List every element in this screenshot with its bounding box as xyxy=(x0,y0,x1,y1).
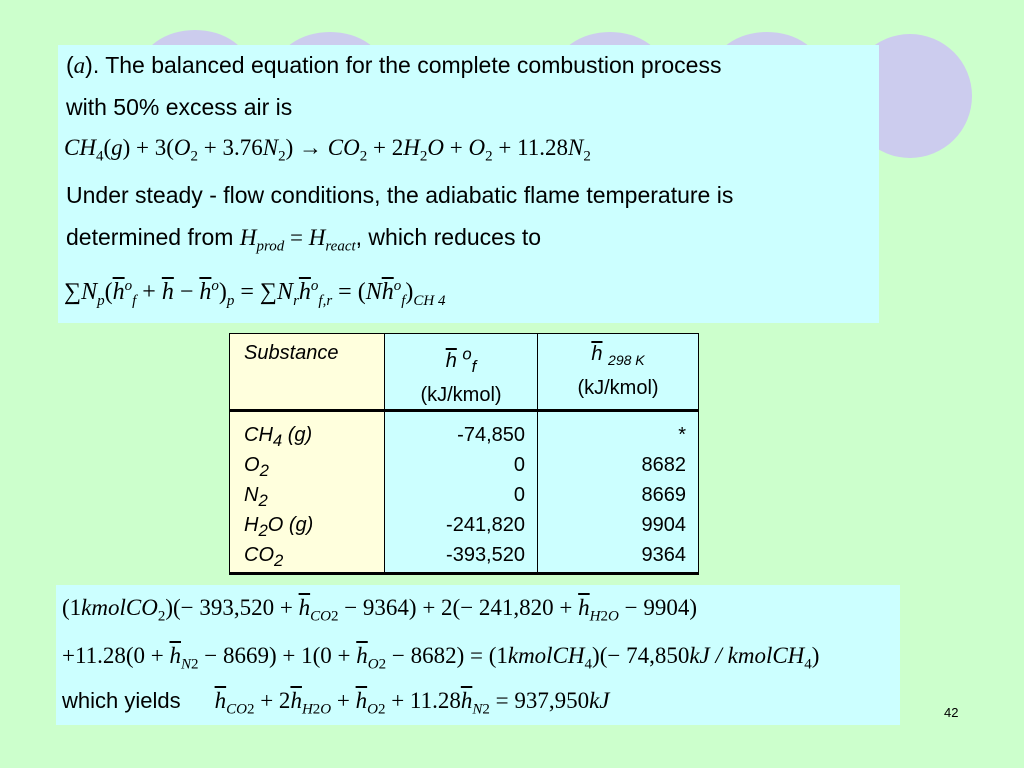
part-label: a xyxy=(73,53,86,78)
h298-column xyxy=(538,410,699,573)
table-cell: * xyxy=(678,423,686,446)
intro-line-1: (a). The balanced equation for the complete combustion process xyxy=(66,52,722,78)
table-cell: 8682 xyxy=(641,453,686,476)
slide-number: 42 xyxy=(944,705,959,720)
table-cell: 9364 xyxy=(641,543,686,566)
table-cell: 0 xyxy=(513,453,525,476)
enthalpy-table xyxy=(229,333,699,575)
table-row: $N_2$ xyxy=(244,483,268,510)
table-cell: 8669 xyxy=(641,483,686,506)
table-cell: 0 xyxy=(513,483,525,506)
energy-balance-equation: $\sum N_p(\overline{h}^o_f + \overline{h} - \overline{h}^o)_p = \sum N_r\overline{h}^o_{f,r} = (N\overline{h}^o_f)_{CH 4}$ xyxy=(64,278,446,309)
table-cell: -241,820 xyxy=(446,513,525,536)
table-row: $CO_2$ xyxy=(244,543,284,570)
determined-line: determined from $H_{prod} = H_{react}$, which reduces to xyxy=(66,224,542,255)
table-row: $H_2O$ (g) xyxy=(244,513,314,540)
substitution-panel xyxy=(56,585,900,725)
combustion-text-panel xyxy=(58,45,879,323)
table-cell: 9904 xyxy=(641,513,686,536)
table-cell: -74,850 xyxy=(457,423,525,446)
hf-column xyxy=(385,410,538,573)
table-row: $O_2$ xyxy=(244,453,269,480)
header-h298: $\overline{h}$ $_{298 K}$ (kJ/kmol) xyxy=(538,334,699,411)
intro-line-2: with 50% excess air is xyxy=(66,94,293,120)
enthalpy-balance-inline: $H_{prod} = H_{react}$ xyxy=(239,225,356,255)
result-line: which yields $\overline{h}_{CO2} + 2\overline{h}_{H2O} + \overline{h}_{O2} + 11.28\overline{h}_{N2} = 937,950kJ$ xyxy=(62,688,610,718)
header-hf: $\overline{h}$ $^o_f$ (kJ/kmol) xyxy=(385,334,538,411)
substitution-equation-line-1: (1kmolCO$_2$)(− $393,520 + \overline{h}_{CO2} - 9364) + 2(- 241,820 + \overline{h}_{H2O} - 9904)$ xyxy=(62,595,697,625)
table-cell: -393,520 xyxy=(446,543,525,566)
balanced-equation: $CH_4(g) + 3(O_2 + 3.76N_2) \to CO_2 + 2H_2O + O_2 + 11.28N_2$ xyxy=(64,135,591,165)
substitution-equation-line-2: $+11.28(0 + \overline{h}_{N2} - 8669) + 1(0 + \overline{h}_{O2} - 8682)$ = (1kmolCH$_4$)(− 74,850kJ / kmolCH$_4$) xyxy=(62,643,820,673)
substance-column xyxy=(230,410,385,573)
result-equation: $\overline{h}_{CO2} + 2\overline{h}_{H2O} + \overline{h}_{O2} + 11.28\overline{h}_{N2} = 937,950kJ$ xyxy=(214,688,610,718)
steady-flow-line: Under steady - flow conditions, the adiabatic flame temperature is xyxy=(66,182,734,208)
header-substance: Substance xyxy=(230,334,385,411)
table-row: $CH_4$ (g) xyxy=(244,423,313,450)
